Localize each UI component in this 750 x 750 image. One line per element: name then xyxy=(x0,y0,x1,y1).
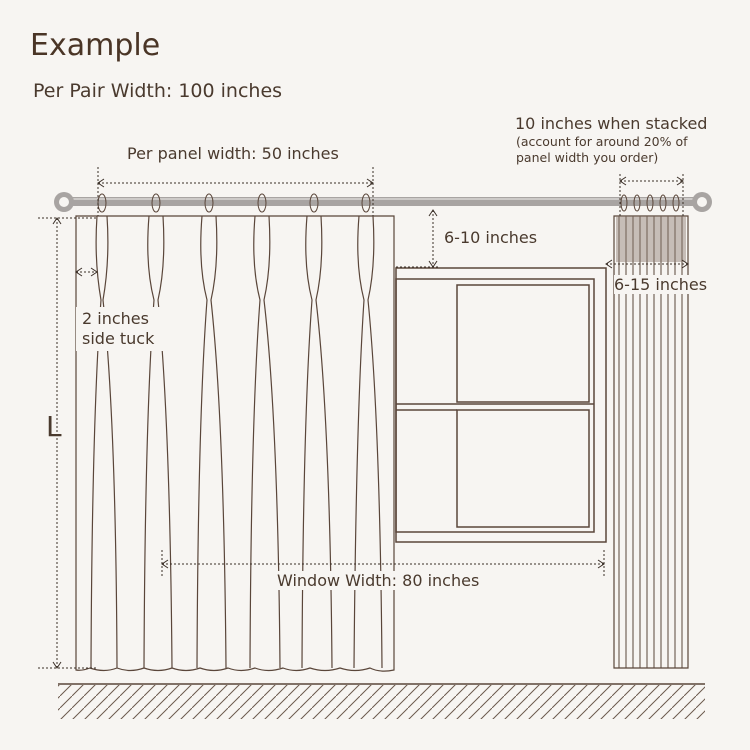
stacked-note: (account for around 20% of panel width you order) xyxy=(516,134,688,165)
stacked-width-label: 10 inches when stacked xyxy=(515,114,708,133)
panel-width-label: Per panel width: 50 inches xyxy=(127,144,339,163)
length-label: L xyxy=(46,410,62,443)
stacked-curtain xyxy=(614,195,688,668)
pair-width-label: Per Pair Width: 100 inches xyxy=(33,80,283,102)
window-width-label: Window Width: 80 inches xyxy=(277,571,480,590)
floor xyxy=(58,684,705,719)
pleats xyxy=(91,216,382,668)
overlap-label: 6-15 inches xyxy=(614,275,708,294)
side-tuck-label: 2 inches side tuck xyxy=(76,307,182,351)
page-title: Example xyxy=(30,28,161,63)
rod-drop-label: 6-10 inches xyxy=(444,228,538,247)
window xyxy=(396,268,606,542)
dimension-lines xyxy=(38,167,688,668)
curtain-panel xyxy=(76,194,394,671)
